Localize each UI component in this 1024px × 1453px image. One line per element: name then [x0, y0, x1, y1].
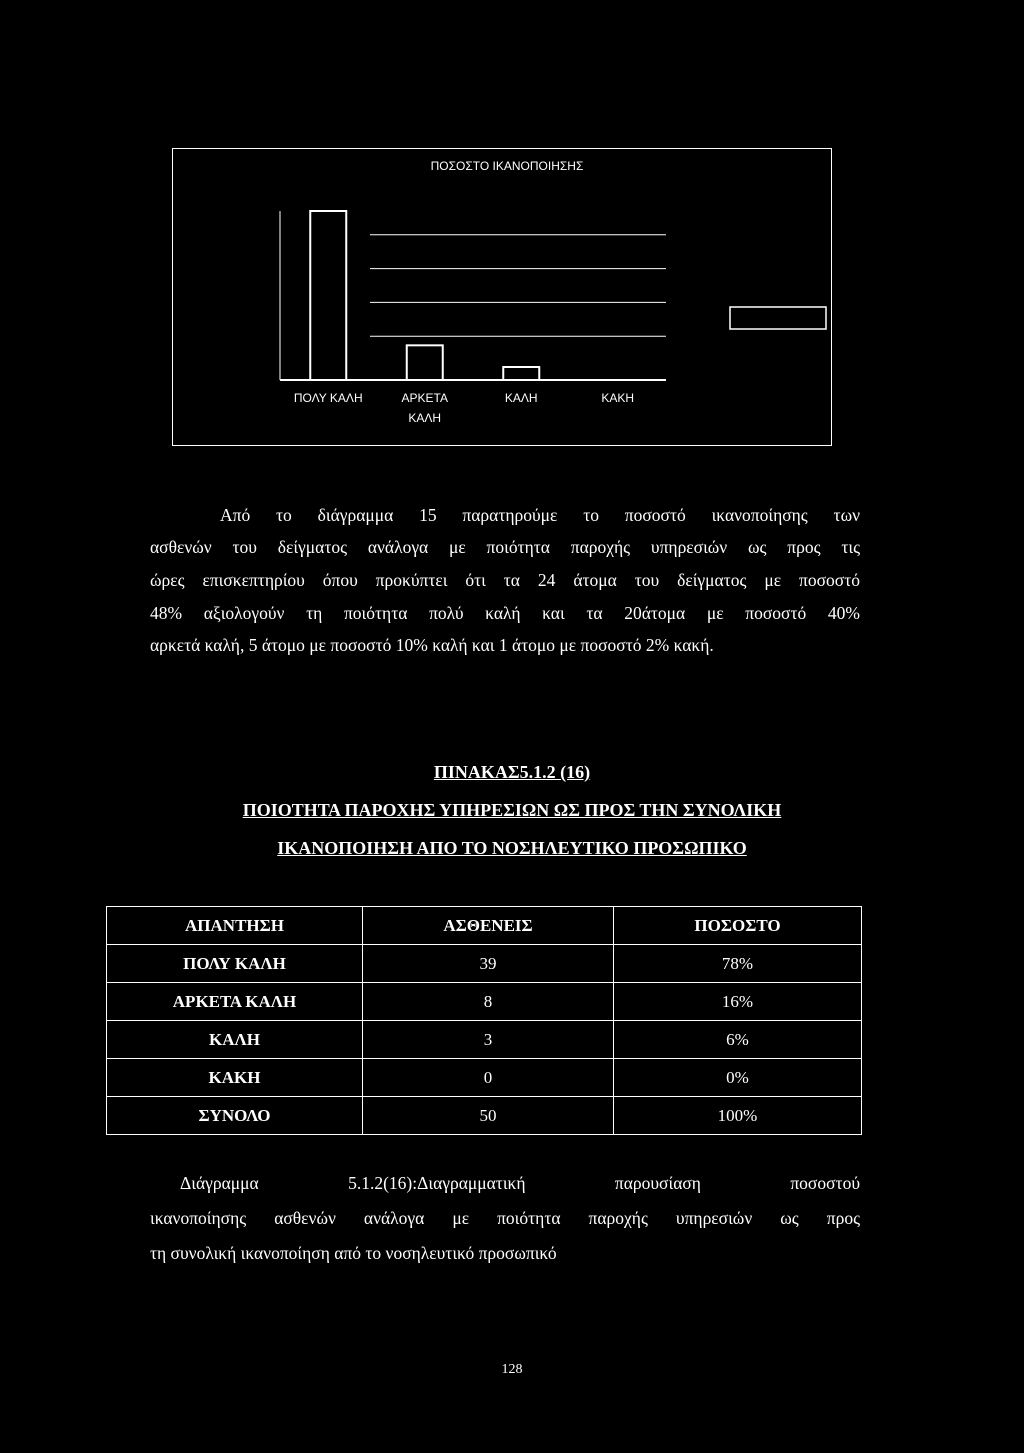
paragraph-line: αρκετά καλή, 5 άτομο με ποσοστό 10% καλή και 1 άτομο με ποσοστό 2% κακή.: [150, 635, 714, 655]
x-tick-label: ΚΑΛΗ: [504, 391, 538, 405]
paragraph-line: ασθενών του δείγματος ανάλογα με ποιότητα παροχής υπηρεσιών ως προς τις: [150, 537, 860, 557]
table-row: [107, 1059, 862, 1097]
caption-line: τη συνολική ικανοποίηση από το νοσηλευτικό προσωπικό: [150, 1243, 557, 1263]
paragraph-line: 48% αξιολογούν τη ποιότητα πολύ καλή και τα 20άτομα με ποσοστό 40%: [150, 603, 860, 623]
bar: [310, 211, 346, 380]
page-number: 128: [501, 1362, 523, 1377]
cell-percent: 16%: [614, 983, 862, 1021]
cell-answer: ΚΑΚΗ: [107, 1059, 363, 1097]
figure-caption: [150, 1173, 860, 1273]
cell-patients: 3: [363, 1021, 614, 1059]
header-percent: ΠΟΣΟΣΤΟ: [614, 907, 862, 945]
cell-percent: 6%: [614, 1021, 862, 1059]
x-tick-label: ΑΡΚΕΤΑ ΚΑΛΗ: [401, 391, 448, 425]
cell-patients: 8: [363, 983, 614, 1021]
table-number: ΠΙΝΑΚΑΣ5.1.2 (16): [433, 762, 591, 782]
cell-percent: 0%: [614, 1059, 862, 1097]
cell-patients: 0: [363, 1059, 614, 1097]
cell-answer: ΣΥΝΟΛΟ: [107, 1097, 363, 1135]
caption-line: Διάγραμμα 5.1.2(16):Διαγραμματική παρουσίαση ποσοστού: [180, 1173, 860, 1193]
chart-frame: [172, 148, 832, 446]
table-title-line: ΠΟΙΟΤΗΤΑ ΠΑΡΟΧΗΣ ΥΠΗΡΕΣΙΩΝ ΩΣ ΠΡΟΣ ΤΗΝ ΣΥΝΟΛΙΚΗ: [242, 800, 782, 820]
x-tick-label: ΠΟΛΥ ΚΑΛΗ: [293, 391, 363, 405]
paragraph-line: ώρες επισκεπτηρίου όπου προκύπτει ότι τα 24 άτομα του δείγματος με ποσοστό: [150, 570, 860, 590]
table-row: [107, 1097, 862, 1135]
chart-plot: [173, 149, 833, 447]
cell-patients: 50: [363, 1097, 614, 1135]
table-row: [107, 945, 862, 983]
chart-title: ΠΟΣΟΣΤΟ ΙΚΑΝΟΠΟΙΗΣΗΣ: [430, 159, 584, 173]
cell-percent: 78%: [614, 945, 862, 983]
bar: [407, 345, 443, 380]
cell-answer: ΚΑΛΗ: [107, 1021, 363, 1059]
cell-percent: 100%: [614, 1097, 862, 1135]
table-row: [107, 1021, 862, 1059]
header-patients: ΑΣΘΕΝΕΙΣ: [363, 907, 614, 945]
table-row: [107, 983, 862, 1021]
cell-answer: ΠΟΛΥ ΚΑΛΗ: [107, 945, 363, 983]
legend-box: [730, 307, 826, 329]
body-paragraph: [150, 505, 860, 685]
cell-patients: 39: [363, 945, 614, 983]
results-table: [106, 906, 862, 1135]
table-header-row: [107, 907, 862, 945]
cell-answer: ΑΡΚΕΤΑ ΚΑΛΗ: [107, 983, 363, 1021]
x-tick-label: ΚΑΚΗ: [601, 391, 635, 405]
header-answer: ΑΠΑΝΤΗΣΗ: [107, 907, 363, 945]
paragraph-line: Από το διάγραμμα 15 παρατηρούμε το ποσοστό ικανοποίησης των: [220, 505, 860, 525]
table-title-line: ΙΚΑΝΟΠΟΙΗΣΗ ΑΠΟ ΤΟ ΝΟΣΗΛΕΥΤΙΚΟ ΠΡΟΣΩΠΙΚΟ: [277, 838, 747, 858]
bar: [503, 367, 539, 380]
caption-line: ικανοποίησης ασθενών ανάλογα με ποιότητα παροχής υπηρεσιών ως προς: [150, 1208, 860, 1228]
